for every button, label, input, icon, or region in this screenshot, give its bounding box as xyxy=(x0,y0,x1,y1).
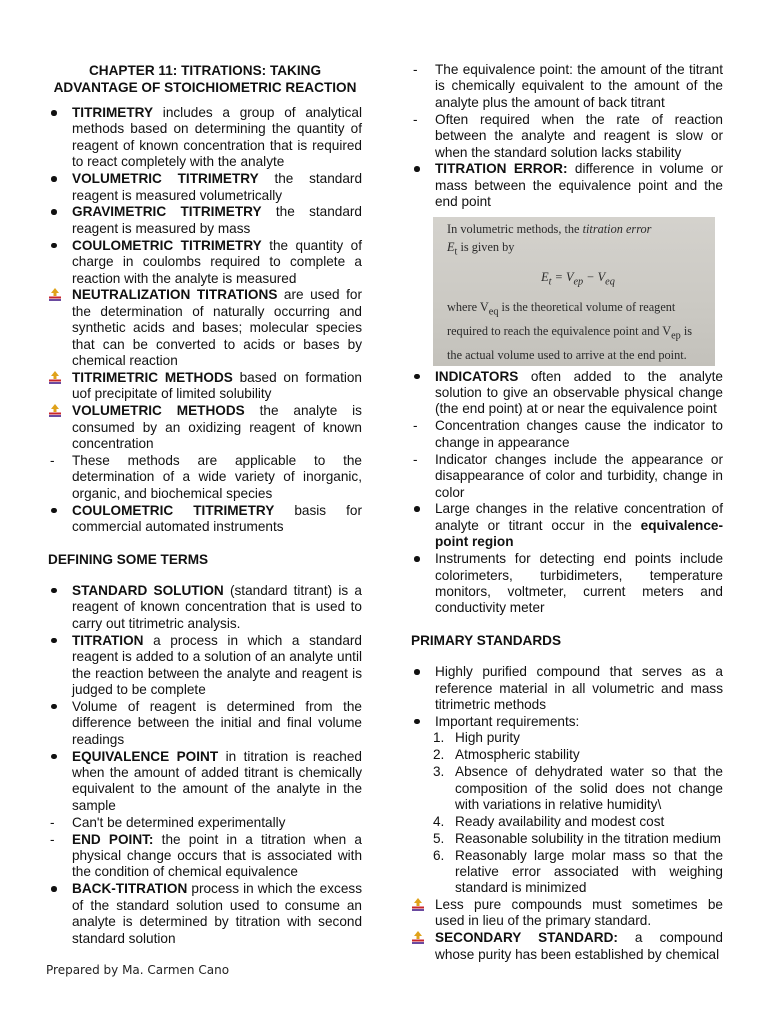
list-item xyxy=(411,452,723,501)
item-text: includes a group of analytical methods based on determining the quantity of reagent of known concentration that is required to react completely with the analyte xyxy=(72,105,362,170)
item-text: the point in a titration when a physical change occurs that is associated with the condition of chemical equivalence xyxy=(72,831,362,880)
item-bold-tail: equivalence-point region xyxy=(435,517,723,550)
term-label: TITRIMETRY xyxy=(72,105,154,120)
term-label: GRAVIMETRIC TITRIMETRY xyxy=(72,204,262,220)
list-item xyxy=(411,112,723,161)
list-item xyxy=(411,161,723,210)
item-text: Instruments for detecting end points include colorimeters, turbidimeters, temperature monitors, voltmeter, current meters and conductivity meter xyxy=(435,551,723,616)
item-text: High purity xyxy=(455,730,520,746)
item-text: basis for commercial automated instruments xyxy=(72,502,362,535)
list-item xyxy=(48,503,362,536)
list-item xyxy=(48,583,362,632)
requirement-item xyxy=(411,747,723,763)
terms-heading: DEFINING SOME TERMS xyxy=(48,551,209,567)
primary-tail-list xyxy=(411,897,723,963)
list-item xyxy=(48,238,362,287)
list-item xyxy=(48,815,362,831)
requirement-item xyxy=(411,730,723,746)
item-text: (standard titrant) is a reagent of known concentration that is used to carry out titrimetric analysis. xyxy=(72,582,362,631)
item-text: a process in which a standard reagent is added to a solution of an analyte until the reaction between the analyte and reagent is judged to be complete xyxy=(72,632,362,697)
item-text: Ready availability and modest cost xyxy=(455,813,665,829)
figure-explanation: where $V_{eq}$ is the theoretical volume of reagent required to reach the equivalence point and $V_{ep}$ is the actual volume used to arrive at the end point. xyxy=(447,300,693,362)
list-item xyxy=(48,204,362,237)
item-text: the standard reagent is measured by mass xyxy=(72,204,362,236)
item-text: Less pure compounds must sometimes be used in lieu of the primary standard. xyxy=(435,896,723,929)
item-number: 6. xyxy=(433,847,445,863)
figure-line-2: $E_t$ is given by xyxy=(447,240,515,258)
item-text: The equivalence point: the amount of the titrant is chemically equivalent to the amount of the analyte plus the amount of back titrant xyxy=(435,62,723,110)
item-text: the quantity of charge in coulombs required to complete a reaction with the analyte is measured xyxy=(72,237,362,286)
list-item xyxy=(411,930,723,963)
arrow-bullet-icon xyxy=(48,404,62,418)
list-item xyxy=(48,105,362,171)
list-item xyxy=(48,832,362,881)
item-text: process in which the excess of the standard solution used to consume an analyte is determined by titration with second standard solution xyxy=(72,881,362,946)
footer-credit: Prepared by Ma. Carmen Cano xyxy=(46,963,230,977)
term-label: TITRIMETRIC METHODS xyxy=(72,370,233,385)
item-text: often added to the analyte solution to give an observable physical change (the end point) at or near the equivalence point xyxy=(435,368,723,417)
item-text: Reasonably large molar mass so that the relative error associated with weighing standard is minimized xyxy=(455,847,723,896)
requirements-list xyxy=(411,730,723,897)
list-item xyxy=(48,633,362,699)
requirement-item xyxy=(411,831,723,847)
term-label: COULOMETRIC TITRIMETRY xyxy=(72,502,275,518)
item-text: a compound whose purity has been established by chemical xyxy=(435,930,723,962)
arrow-bullet-icon xyxy=(411,898,425,912)
list-item xyxy=(48,287,362,369)
item-text: Concentration changes cause the indicator to change in appearance xyxy=(435,418,723,450)
item-number: 4. xyxy=(433,813,445,829)
titration-error-figure xyxy=(433,217,715,366)
term-label: TITRATION xyxy=(72,632,144,648)
item-text: Often required when the rate of reaction between the analyte and reagent is slow or when the standard solution lacks stability xyxy=(435,111,723,160)
item-text: based on formation uof precipitate of limited solubility xyxy=(72,370,362,402)
list-item xyxy=(411,551,723,617)
term-label: COULOMETRIC TITRIMETRY xyxy=(72,237,262,253)
list-item xyxy=(48,403,362,452)
item-text: Reasonable solubility in the titration medium xyxy=(455,830,721,846)
list-item xyxy=(48,881,362,947)
item-text: difference in volume or mass between the equivalence point and the end point xyxy=(435,161,723,210)
term-label: END POINT: xyxy=(72,831,154,847)
primary-list xyxy=(411,664,723,730)
item-number: 3. xyxy=(433,764,445,780)
list-item xyxy=(411,664,723,713)
term-label: TITRATION ERROR: xyxy=(435,161,568,177)
item-text: Atmospheric stability xyxy=(455,747,580,763)
term-label: INDICATORS xyxy=(435,368,519,384)
chapter-title: CHAPTER 11: TITRATIONS: TAKING ADVANTAGE OF STOICHIOMETRIC REACTION xyxy=(53,63,357,95)
item-number: 5. xyxy=(433,830,445,846)
list-item xyxy=(48,699,362,748)
terms-list xyxy=(48,583,362,947)
item-text: in titration is reached when the amount of added titrant is chemically equivalent to the amount of the analyte in the sample xyxy=(72,748,362,813)
item-text: Can't be determined experimentally xyxy=(72,814,286,830)
item-text: Absence of dehydrated water so that the composition of the solid does not change with variations in relative humidity\ xyxy=(455,764,723,812)
requirement-item xyxy=(411,764,723,813)
list-item xyxy=(411,418,723,451)
list-item xyxy=(48,171,362,204)
term-label: NEUTRALIZATION TITRATIONS xyxy=(72,287,278,303)
titration-error-formula: $E_t = V_{ep} - V_{eq}$ xyxy=(541,270,615,288)
right-column xyxy=(411,62,723,963)
term-label: STANDARD SOLUTION xyxy=(72,582,224,598)
item-text: Highly purified compound that serves as a reference material in all volumetric and mass titrimetric methods xyxy=(435,664,723,712)
list-item xyxy=(411,62,723,111)
item-text: the standard reagent is measured volumetrically xyxy=(72,171,362,203)
list-item xyxy=(48,453,362,502)
term-label: VOLUMETRIC METHODS xyxy=(72,403,245,419)
intro-list xyxy=(48,105,362,536)
requirement-item xyxy=(411,814,723,830)
requirement-item xyxy=(411,848,723,897)
item-text: the analyte is consumed by an oxidizing reagent of known concentration xyxy=(72,403,362,452)
list-item xyxy=(48,749,362,815)
item-number: 2. xyxy=(433,747,445,763)
left-column xyxy=(48,62,362,947)
item-text: Large changes in the relative concentration of analyte or titrant occur in the xyxy=(435,501,723,533)
arrow-bullet-icon xyxy=(411,931,425,945)
primary-standards-heading: PRIMARY STANDARDS xyxy=(411,632,562,648)
item-number: 1. xyxy=(433,730,445,746)
term-label: EQUIVALENCE POINT xyxy=(72,748,219,764)
item-text: Volume of reagent is determined from the difference between the initial and final volume readings xyxy=(72,698,362,747)
arrow-bullet-icon xyxy=(48,371,62,385)
item-text: are used for the determination of naturally occurring and synthetic acids and bases; molecular species that can be converted to acids or bases by chemical reaction xyxy=(72,287,362,369)
list-item xyxy=(48,370,362,403)
item-text: Indicator changes include the appearance or disappearance of color and turbidity, change in color xyxy=(435,451,723,500)
list-item xyxy=(411,501,723,550)
term-label: BACK-TITRATION xyxy=(72,881,188,897)
list-item xyxy=(411,369,723,418)
back-titration-list xyxy=(411,62,723,211)
item-text: These methods are applicable to the determination of a wide variety of inorganic, organic, and biochemical species xyxy=(72,453,362,501)
arrow-bullet-icon xyxy=(48,288,62,302)
term-label: SECONDARY STANDARD: xyxy=(435,930,618,946)
item-text: Important requirements: xyxy=(435,713,580,729)
list-item xyxy=(411,897,723,930)
term-label: VOLUMETRIC TITRIMETRY xyxy=(72,171,259,187)
list-item xyxy=(411,714,723,730)
indicators-list xyxy=(411,369,723,617)
figure-line-1: In volumetric methods, the titration error xyxy=(447,221,652,236)
